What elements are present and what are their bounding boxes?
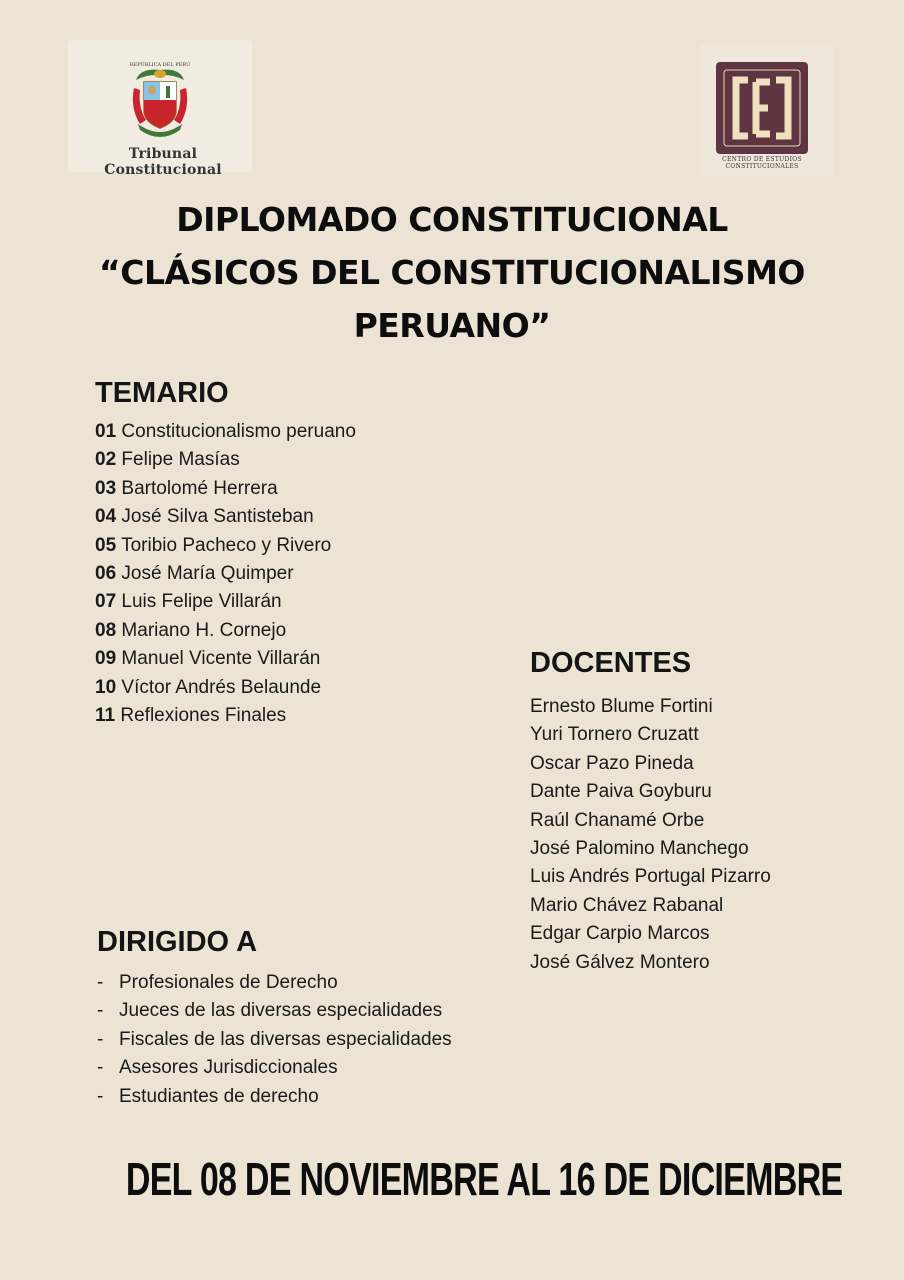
docente-item: Luis Andrés Portugal Pizarro	[530, 866, 771, 888]
temario-item-number: 05	[95, 534, 117, 556]
bullet-dash: -	[97, 1000, 104, 1022]
temario-item-number: 07	[95, 591, 117, 613]
temario-item-text: Reflexiones Finales	[120, 704, 287, 726]
bullet-dash: -	[97, 1028, 104, 1050]
tribunal-constitucional-logo	[68, 40, 252, 178]
temario-item-number: 08	[95, 619, 117, 641]
title-line-3: PERUANO”	[353, 306, 551, 345]
temario-item	[95, 562, 356, 590]
bullet-dash: -	[97, 972, 104, 993]
tribunal-constitucional-wordmark: Tribunal Constitucional	[104, 146, 222, 178]
bullet-dash: -	[97, 1057, 104, 1079]
temario-item	[95, 477, 356, 505]
dirigido-list	[97, 971, 452, 1113]
dirigido-item-text: Profesionales de Derecho	[119, 972, 338, 993]
temario-item-number: 03	[95, 477, 117, 499]
temario-item-text: Constitucionalismo peruano	[121, 421, 356, 442]
temario-item	[95, 619, 356, 647]
docentes-heading: DOCENTES	[530, 647, 692, 679]
cec-caption-line1: CENTRO DE ESTUDIOS	[722, 156, 802, 163]
title-line-2: “CLÁSICOS DEL CONSTITUCIONALISMO	[99, 253, 805, 292]
temario-item	[95, 534, 356, 562]
cec-monogram-icon	[722, 68, 802, 148]
temario-item-number: 06	[95, 562, 117, 584]
seal-text: REPÚBLICA DEL PERÚ	[129, 62, 191, 68]
temario-item-text: José Silva Santisteban	[121, 506, 314, 528]
cec-caption	[706, 156, 818, 170]
docente-item: José Palomino Manchego	[530, 837, 749, 859]
temario-item-number: 10	[95, 676, 117, 698]
temario-item-text: Manuel Vicente Villarán	[121, 648, 321, 670]
temario-item-number: 04	[95, 506, 117, 528]
temario-item-text: Bartolomé Herrera	[121, 477, 278, 499]
docente-item: Dante Paiva Goyburu	[530, 781, 712, 803]
dirigido-item	[97, 1085, 452, 1113]
temario-item	[95, 590, 356, 618]
cec-caption-line2: CONSTITUCIONALES	[725, 163, 799, 170]
temario-item-text: Felipe Masías	[121, 449, 240, 471]
temario-item	[95, 505, 356, 533]
temario-item-text: Mariano H. Cornejo	[121, 619, 287, 641]
temario-item-number: 01	[95, 421, 117, 442]
temario-item-text: Luis Felipe Villarán	[121, 591, 282, 613]
docente-item: Raúl Chanamé Orbe	[530, 809, 705, 831]
temario-item-text: Víctor Andrés Belaunde	[121, 676, 322, 698]
bullet-dash: -	[97, 1085, 104, 1107]
docente-item: Oscar Pazo Pineda	[530, 752, 694, 774]
date-range-text: DEL 08 DE NOVIEMBRE AL 16 DE DICIEMBRE	[125, 1153, 843, 1205]
temario-list	[95, 420, 356, 732]
dirigido-item	[97, 1056, 452, 1084]
temario-item-text: José María Quimper	[121, 562, 294, 584]
docente-item: José Gálvez Montero	[530, 951, 710, 973]
peru-coat-of-arms-icon	[124, 58, 196, 144]
dirigido-item	[97, 971, 452, 999]
temario-item-number: 09	[95, 648, 117, 670]
dirigido-item	[97, 1028, 452, 1056]
dirigido-item-text: Asesores Jurisdiccionales	[119, 1057, 338, 1079]
dirigido-heading: DIRIGIDO A	[97, 926, 258, 958]
dirigido-item	[97, 999, 452, 1027]
temario-item	[95, 420, 356, 448]
dirigido-item-text: Jueces de las diversas especialidades	[119, 1000, 443, 1022]
centro-estudios-constitucionales-logo	[700, 44, 834, 176]
title-line-1: DIPLOMADO CONSTITUCIONAL	[176, 200, 728, 239]
date-range-banner	[0, 1152, 904, 1206]
temario-heading: TEMARIO	[95, 377, 229, 409]
docente-item: Mario Chávez Rabanal	[530, 894, 724, 916]
docente-item: Ernesto Blume Fortini	[530, 696, 713, 717]
temario-item-number: 02	[95, 449, 117, 471]
dirigido-item-text: Estudiantes de derecho	[119, 1085, 319, 1107]
temario-item	[95, 704, 356, 732]
temario-item-text: Toribio Pacheco y Rivero	[121, 534, 332, 556]
cec-monogram	[716, 62, 808, 154]
temario-item	[95, 647, 356, 675]
temario-item	[95, 676, 356, 704]
docente-item: Edgar Carpio Marcos	[530, 923, 710, 945]
temario-item	[95, 448, 356, 476]
docente-item: Yuri Tornero Cruzatt	[530, 724, 699, 746]
docentes-list	[530, 695, 771, 979]
dirigido-item-text: Fiscales de las diversas especialidades	[119, 1028, 452, 1050]
temario-item-number: 11	[95, 704, 116, 726]
